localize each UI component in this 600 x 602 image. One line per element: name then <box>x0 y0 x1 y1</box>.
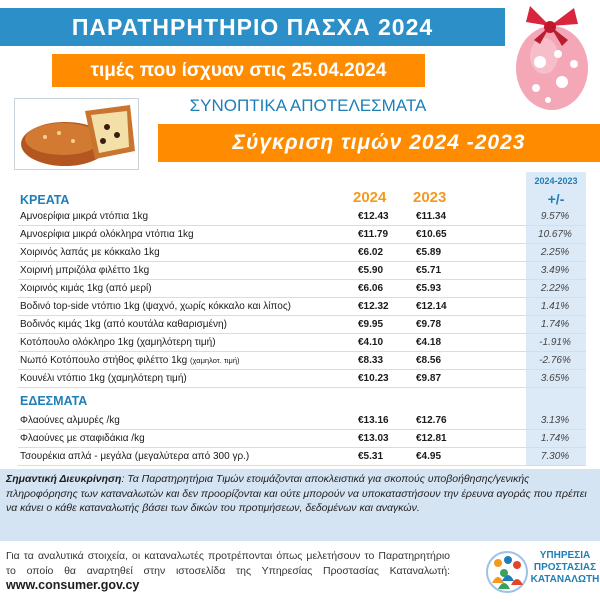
price-2024: €5.90 <box>358 265 384 276</box>
column-header-2024: 2024 <box>353 189 387 206</box>
price-2023: €4.95 <box>416 451 442 462</box>
item-name-note: (χαμηλοτ. τιμή) <box>190 356 240 365</box>
price-change: 1.41% <box>540 301 570 312</box>
price-change: 2.25% <box>540 247 570 258</box>
price-2024: €10.23 <box>358 373 389 384</box>
item-name <box>20 355 240 366</box>
price-change: 3.13% <box>540 415 570 426</box>
table-row <box>18 280 586 298</box>
price-change: 7.30% <box>540 451 570 462</box>
disclaimer-label: Σημαντική Διευκρίνηση <box>6 473 122 485</box>
column-header-change-sign: +/- <box>547 191 565 207</box>
disclaimer-text: : Τα Παρατηρητήρια Τιμών ετοιμάζονται αποκλειστικά για σκοπούς υποβοήθησης/γενικής πληροφόρησης των καταναλωτών και δεν προορίζονται και ούτε μπορούν να υποκαταστήσουν την έρευνα αγοράς που πρέπει να κάνει ο κάθε καταναλωτής βάσει των δικών του προτιμήσεων, δεδομένων και αναγκών. <box>6 473 587 514</box>
price-2023: €12.76 <box>416 415 447 426</box>
price-2024: €6.06 <box>358 283 384 294</box>
price-2023: €12.14 <box>416 301 447 312</box>
price-2023: €5.89 <box>416 247 442 258</box>
price-change: 3.65% <box>540 373 570 384</box>
section-title-meats: ΚΡΕΑΤΑ <box>20 193 70 207</box>
table-row <box>18 244 586 262</box>
price-2024: €8.33 <box>358 355 384 366</box>
logo-line-2: ΠΡΟΣΤΑΣΙΑΣ <box>533 562 597 573</box>
item-name-text: Νωπό Κοτόπουλο στήθος φιλέττο 1kg <box>20 355 188 366</box>
easter-egg-icon <box>500 0 600 112</box>
table-row <box>18 352 586 370</box>
price-2024: €12.32 <box>358 301 389 312</box>
price-2023: €4.18 <box>416 337 442 348</box>
table-row <box>18 298 586 316</box>
price-change: 1.74% <box>540 433 570 444</box>
column-header-change-years: 2024-2023 <box>534 176 578 186</box>
price-change: 1.74% <box>540 319 570 330</box>
price-2024: €6.02 <box>358 247 384 258</box>
price-2023: €9.87 <box>416 373 442 384</box>
price-date-banner: τιμές που ίσχυαν στις 25.04.2024 <box>52 54 425 87</box>
footer-body: Για τα αναλυτικά στοιχεία, οι καταναλωτές προτρέπονται όπως μελετήσουν το Παρατηρητήριο το οποίο θα αναρτηθεί στην ιστοσελίδα της Υπηρεσίας Προστασίας Καταναλωτή: <box>6 550 450 577</box>
price-change: -1.91% <box>539 337 571 348</box>
price-2024: €5.31 <box>358 451 384 462</box>
price-change: -2.76% <box>539 355 571 366</box>
table-row <box>18 430 586 448</box>
logo-people-icon <box>484 547 530 597</box>
table-row <box>18 208 586 226</box>
observatory-title: ΠΑΡΑΤΗΡΗΤΗΡΙΟ ΠΑΣΧΑ 2024 <box>0 8 505 46</box>
column-header-2023: 2023 <box>413 189 447 206</box>
item-name: Κουνέλι ντόπιο 1kg (χαμηλότερη τιμή) <box>20 373 187 384</box>
section-title-delicacies: ΕΔΕΣΜΑΤΑ <box>20 394 88 408</box>
price-2023: €5.71 <box>416 265 442 276</box>
price-2024: €11.79 <box>358 229 389 240</box>
price-change: 2.22% <box>540 283 570 294</box>
table-row <box>18 316 586 334</box>
price-2023: €8.56 <box>416 355 442 366</box>
item-name: Χοιρινή μπριζόλα φιλέττο 1kg <box>20 265 150 276</box>
price-2023: €11.34 <box>416 211 447 222</box>
table-row <box>18 334 586 352</box>
price-2023: €9.78 <box>416 319 442 330</box>
price-change: 3.49% <box>540 265 570 276</box>
logo-line-1: ΥΠΗΡΕΣΙΑ <box>539 550 591 561</box>
item-name: Βοδινός κιμάς 1kg (από κουτάλα καθαρισμένη) <box>20 319 227 330</box>
item-name: Χοιρινός κιμάς 1kg (από μερί) <box>20 283 152 294</box>
comparison-banner: Σύγκριση τιμών 2024 -2023 <box>158 124 600 162</box>
item-name: Αμνοερίφια μικρά ολόκληρα ντόπια 1kg <box>20 229 194 240</box>
item-name: Χοιρινός λαπάς με κόκκαλο 1kg <box>20 247 160 258</box>
logo-line-3: ΚΑΤΑΝΑΛΩΤΗ <box>530 574 600 585</box>
table-row <box>18 412 586 430</box>
table-row <box>18 226 586 244</box>
price-table <box>18 172 586 466</box>
item-name: Βοδινό top-side ντόπιο 1kg (ψαχνό, χωρίς κόκκαλο και λίπος) <box>20 301 291 312</box>
price-2024: €13.03 <box>358 433 389 444</box>
item-name: Αμνοερίφια μικρά ντόπια 1kg <box>20 211 149 222</box>
price-2024: €4.10 <box>358 337 384 348</box>
flaouna-photo <box>14 98 139 170</box>
price-2023: €10.65 <box>416 229 447 240</box>
disclaimer-note <box>0 469 600 541</box>
table-row <box>18 370 586 388</box>
item-name: Φλαούνες με σταφιδάκια /kg <box>20 433 145 444</box>
consumer-protection-logo <box>484 547 600 597</box>
website-link[interactable]: www.consumer.gov.cy <box>6 578 140 592</box>
item-name: Τσουρέκια απλά - μεγάλα (μεγαλύτερα από 300 γρ.) <box>20 451 250 462</box>
price-change: 9.57% <box>540 211 570 222</box>
item-name: Φλαούνες αλμυρές /kg <box>20 415 120 426</box>
price-2023: €5.93 <box>416 283 442 294</box>
summary-heading: ΣΥΝΟΠΤΙΚΑ ΑΠΟΤΕΛΕΣΜΑΤΑ <box>189 96 427 115</box>
price-2024: €12.43 <box>358 211 389 222</box>
item-name: Κοτόπουλο ολόκληρο 1kg (χαμηλότερη τιμή) <box>20 337 216 348</box>
table-row <box>18 448 586 466</box>
price-2024: €13.16 <box>358 415 389 426</box>
price-change: 10.67% <box>538 229 572 240</box>
footer-text <box>6 549 450 594</box>
price-2024: €9.95 <box>358 319 384 330</box>
table-row <box>18 262 586 280</box>
price-2023: €12.81 <box>416 433 447 444</box>
